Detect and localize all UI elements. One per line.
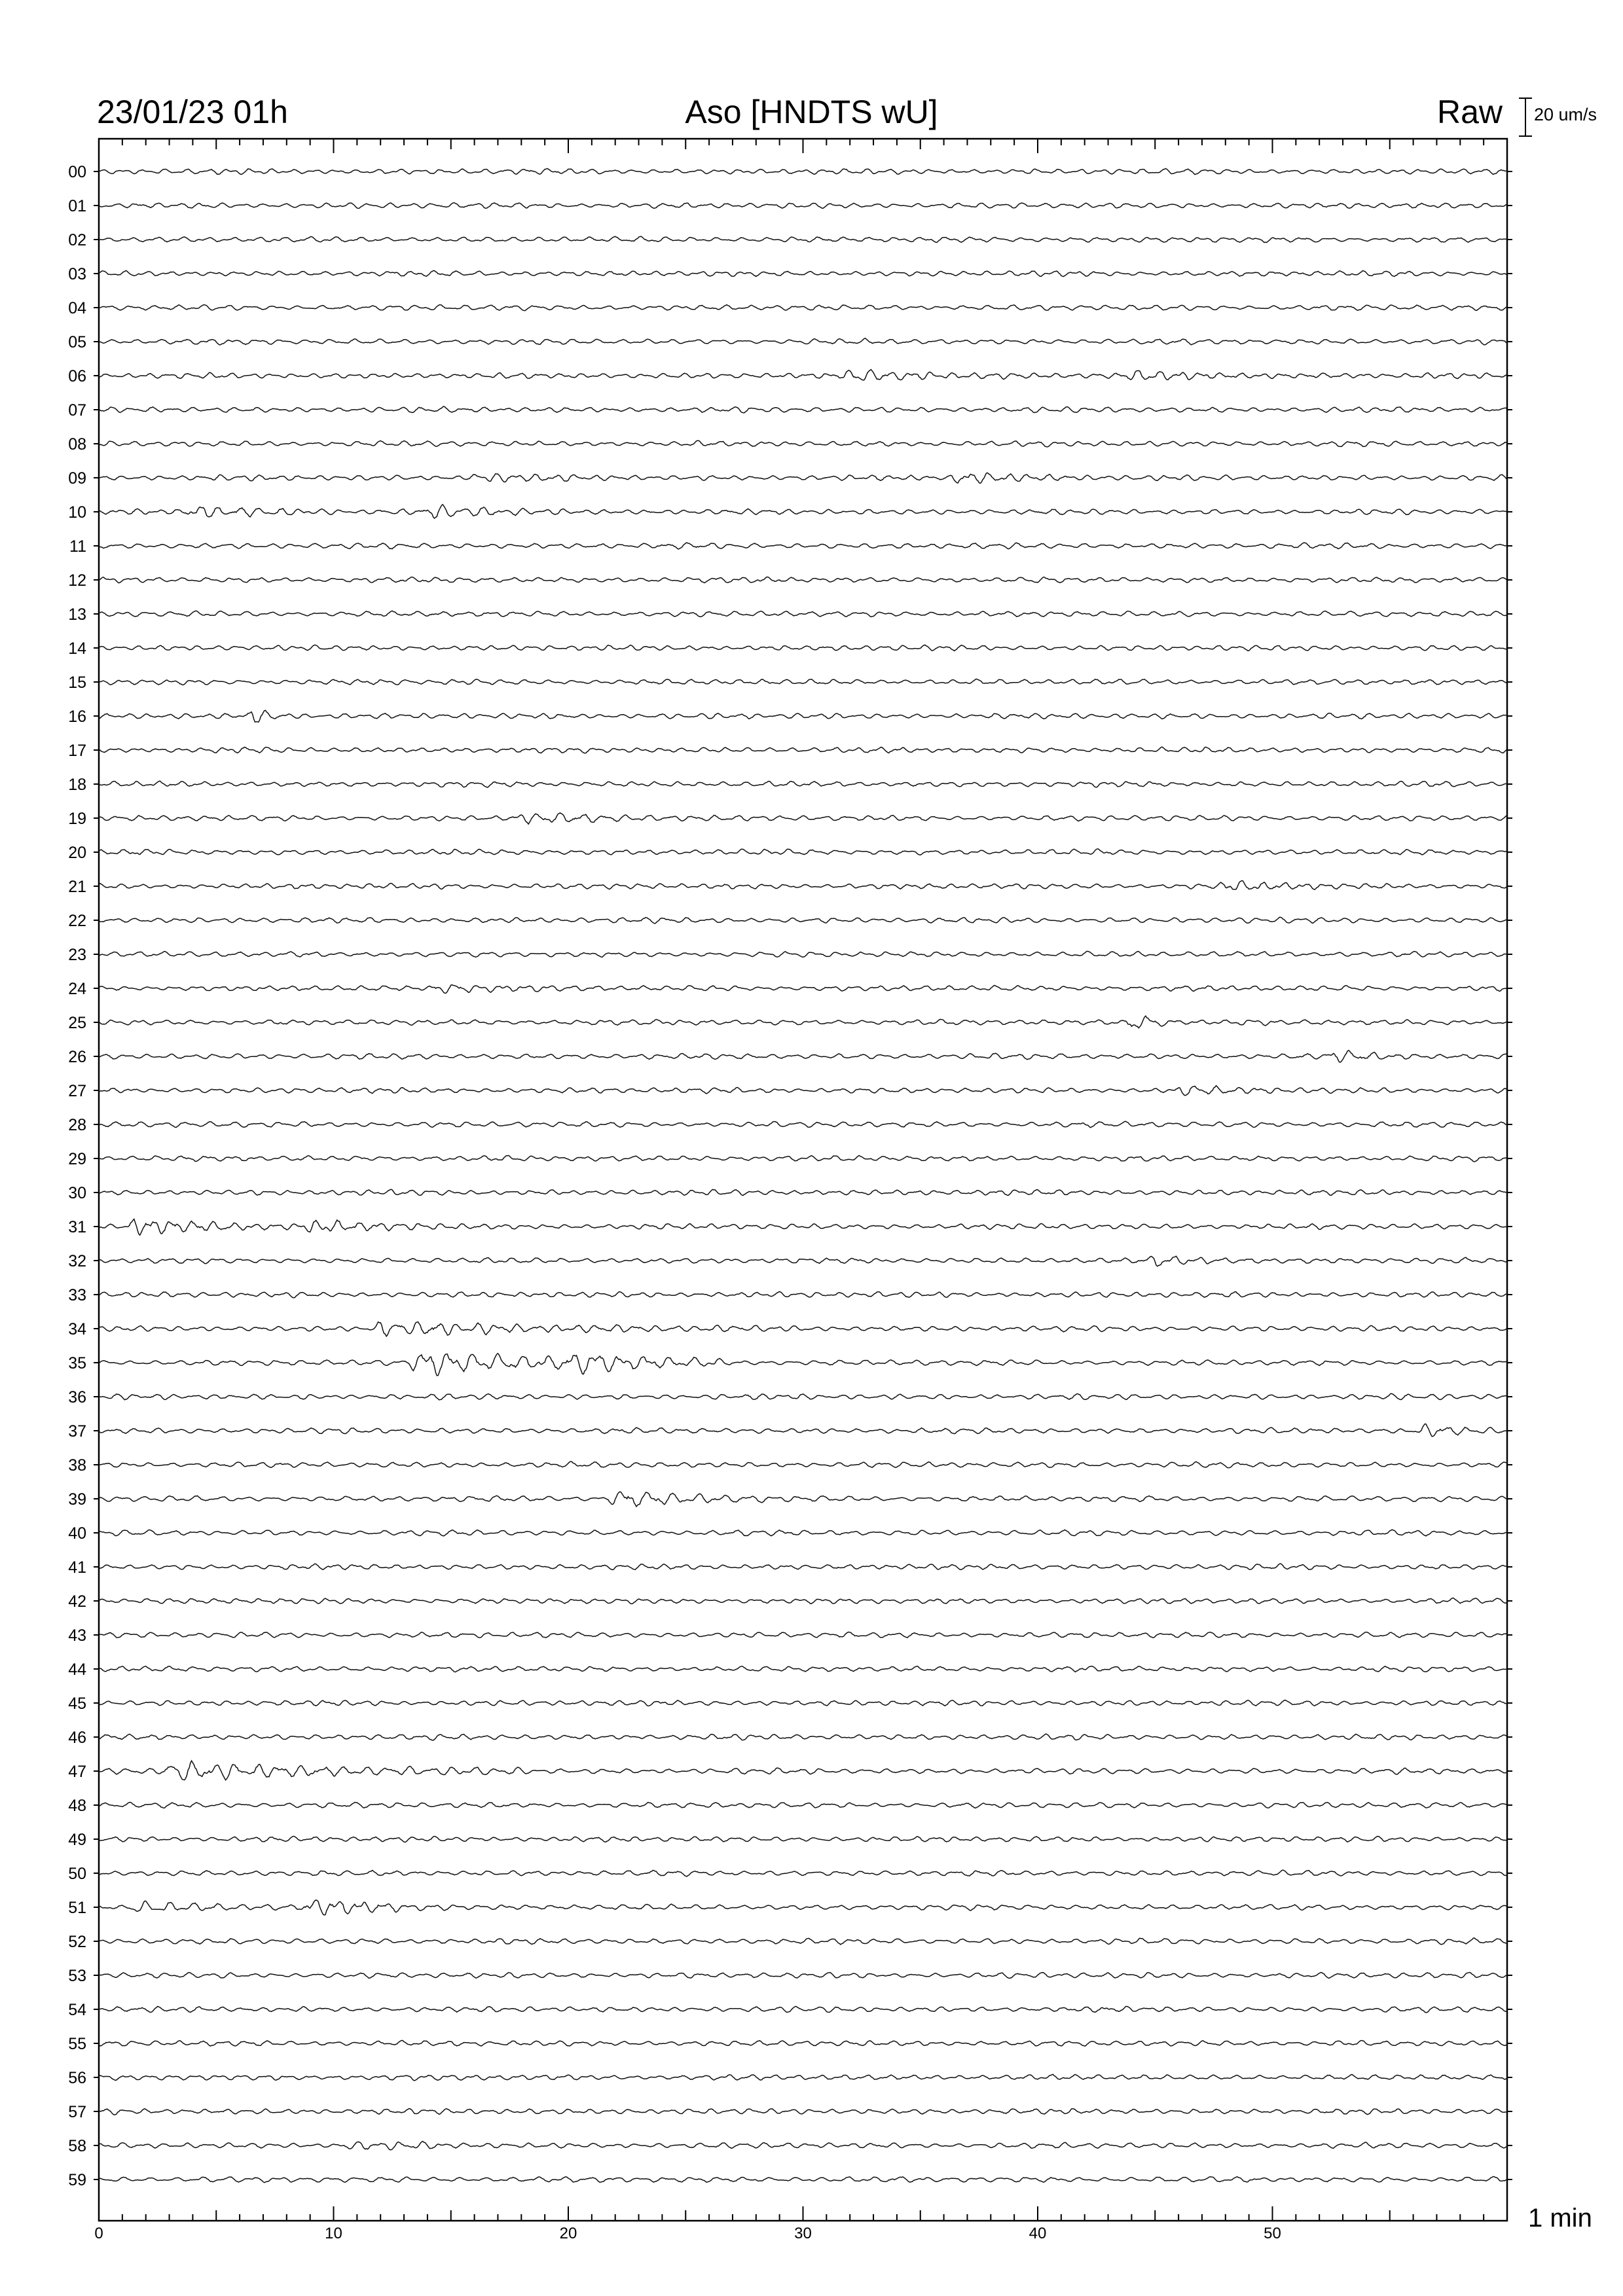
row-label: 32 — [68, 1252, 86, 1270]
x-tick-label: 40 — [1029, 2225, 1047, 2242]
row-label: 45 — [68, 1695, 86, 1713]
row-label: 56 — [68, 2069, 86, 2087]
row-label: 58 — [68, 2137, 86, 2155]
row-label: 14 — [68, 639, 86, 658]
row-label: 07 — [68, 401, 86, 420]
trace-line — [99, 1632, 1507, 1638]
row-label: 41 — [68, 1558, 86, 1577]
trace-line — [99, 370, 1507, 380]
row-label: 52 — [68, 1933, 86, 1951]
row-label: 57 — [68, 2103, 86, 2121]
trace-line — [99, 203, 1507, 209]
trace-line — [99, 270, 1507, 276]
x-tick-label: 20 — [559, 2225, 577, 2242]
trace-line — [99, 1492, 1507, 1507]
row-label: 09 — [68, 469, 86, 488]
row-label: 24 — [68, 980, 86, 998]
row-label: 30 — [68, 1184, 86, 1202]
trace-line — [99, 881, 1507, 890]
amplitude-scale-label: 20 um/s — [1534, 105, 1597, 124]
mode-label: Raw — [1437, 94, 1503, 130]
row-label: 46 — [68, 1729, 86, 1747]
trace-line — [99, 1598, 1507, 1604]
row-label: 16 — [68, 708, 86, 726]
trace-line — [99, 849, 1507, 855]
x-tick-label: 30 — [794, 2225, 812, 2242]
trace-line — [99, 1900, 1507, 1915]
row-label: 42 — [68, 1592, 86, 1611]
row-label: 06 — [68, 367, 86, 386]
trace-line — [99, 406, 1507, 413]
trace-line — [99, 1837, 1507, 1842]
trace-line — [99, 2109, 1507, 2115]
x-axis-unit-label: 1 min — [1528, 2204, 1592, 2233]
trace-line — [99, 505, 1507, 518]
trace-line — [99, 951, 1507, 957]
trace-line — [99, 781, 1507, 787]
trace-line — [99, 1189, 1507, 1195]
trace-line — [99, 577, 1507, 583]
row-label: 33 — [68, 1286, 86, 1304]
row-label: 43 — [68, 1626, 86, 1645]
row-label: 28 — [68, 1116, 86, 1134]
trace-line — [99, 1322, 1507, 1336]
trace-line — [99, 710, 1507, 722]
trace-line — [99, 2142, 1507, 2150]
trace-line — [99, 169, 1507, 175]
row-label: 59 — [68, 2171, 86, 2189]
row-label: 11 — [69, 537, 86, 556]
trace-line — [99, 1121, 1507, 1127]
row-label: 10 — [68, 503, 86, 522]
row-label: 31 — [68, 1218, 86, 1236]
trace-line — [99, 813, 1507, 824]
trace-line — [99, 338, 1507, 345]
row-label: 35 — [68, 1354, 86, 1372]
row-label: 55 — [68, 2035, 86, 2053]
trace-line — [99, 1256, 1507, 1266]
trace-line — [99, 917, 1507, 924]
trace-line — [99, 985, 1507, 994]
x-tick-label: 50 — [1264, 2225, 1281, 2242]
row-label: 25 — [68, 1014, 86, 1032]
trace-line — [99, 543, 1507, 549]
trace-line — [99, 679, 1507, 685]
trace-line — [99, 1393, 1507, 1400]
trace-line — [99, 2074, 1507, 2081]
row-label: 02 — [68, 231, 86, 249]
row-label: 01 — [68, 197, 86, 215]
trace-line — [99, 2041, 1507, 2047]
trace-line — [99, 1219, 1507, 1236]
chart-title: Aso [HNDTS wU] — [685, 94, 938, 130]
trace-line — [99, 1564, 1507, 1570]
trace-line — [99, 747, 1507, 753]
trace-line — [99, 2006, 1507, 2013]
row-label: 26 — [68, 1048, 86, 1066]
trace-line — [99, 236, 1507, 242]
trace-line — [99, 1086, 1507, 1096]
row-label: 47 — [68, 1763, 86, 1781]
row-label: 36 — [68, 1388, 86, 1407]
trace-line — [99, 1870, 1507, 1876]
row-label: 18 — [68, 776, 86, 794]
trace-line — [99, 1050, 1507, 1062]
row-label: 23 — [68, 946, 86, 964]
row-label: 50 — [68, 1865, 86, 1883]
row-label: 40 — [68, 1524, 86, 1543]
trace-line — [99, 611, 1507, 617]
row-label: 21 — [68, 878, 86, 896]
x-tick-label: 0 — [94, 2225, 103, 2242]
date-hour-label: 23/01/23 01h — [97, 94, 288, 130]
trace-line — [99, 1530, 1507, 1536]
row-label: 27 — [68, 1082, 86, 1100]
row-label: 37 — [68, 1422, 86, 1441]
trace-line — [99, 305, 1507, 311]
trace-line — [99, 1938, 1507, 1945]
trace-line — [99, 1155, 1507, 1162]
trace-line — [99, 1700, 1507, 1706]
trace-line — [99, 473, 1507, 483]
trace-line — [99, 1803, 1507, 1808]
trace-line — [99, 1734, 1507, 1740]
trace-line — [99, 1973, 1507, 1979]
row-label: 39 — [68, 1490, 86, 1509]
row-label: 00 — [68, 163, 86, 181]
trace-line — [99, 1354, 1507, 1376]
row-label: 38 — [68, 1456, 86, 1475]
row-label: 17 — [68, 742, 86, 760]
x-tick-label: 10 — [325, 2225, 342, 2242]
trace-line — [99, 2177, 1507, 2183]
trace-line — [99, 1016, 1507, 1028]
row-label: 13 — [68, 605, 86, 624]
row-label: 48 — [68, 1797, 86, 1815]
row-label: 34 — [68, 1320, 86, 1338]
row-label: 05 — [68, 333, 86, 351]
row-label: 03 — [68, 265, 86, 283]
row-label: 22 — [68, 912, 86, 930]
row-label: 54 — [68, 2001, 86, 2019]
row-label: 20 — [68, 844, 86, 862]
row-label: 51 — [68, 1899, 86, 1917]
row-labels — [68, 163, 1512, 2189]
row-label: 19 — [68, 810, 86, 828]
row-label: 08 — [68, 435, 86, 454]
trace-line — [99, 1666, 1507, 1672]
row-label: 53 — [68, 1967, 86, 1985]
row-label: 49 — [68, 1831, 86, 1849]
x-tick-labels — [94, 2225, 1281, 2242]
row-label: 12 — [68, 571, 86, 590]
trace-line — [99, 440, 1507, 447]
trace-line — [99, 645, 1507, 651]
row-label: 15 — [68, 673, 86, 692]
row-label: 44 — [68, 1660, 86, 1679]
trace-line — [99, 1761, 1507, 1780]
row-label: 04 — [68, 299, 86, 317]
trace-line — [99, 1462, 1507, 1468]
seismic-traces — [99, 169, 1507, 2183]
trace-line — [99, 1291, 1507, 1297]
row-label: 29 — [68, 1150, 86, 1168]
trace-line — [99, 1424, 1507, 1437]
